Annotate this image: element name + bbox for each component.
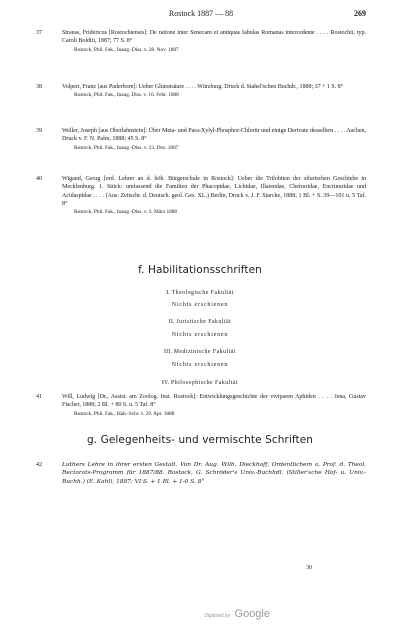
- digitization-watermark: [204, 604, 270, 622]
- entry-imprint: Rostock, Phil. Fak., Inaug.-Diss. v. 28. Nov. 1887: [74, 46, 179, 53]
- entry-text: Strauss, Fridericus [Rostochiensis]: De ratione inter Senecam et antiquas fabulas Romanas intercedente . . . . Rostochii, typ. Caroli Boldtii, 1887; 77 S. 8°: [62, 30, 366, 45]
- bibliography-entry: [36, 393, 366, 418]
- faculty-heading: [0, 290, 400, 296]
- faculty-numeral: III.: [164, 349, 173, 355]
- faculty-heading: [0, 319, 400, 325]
- entry-imprint: Rostock, Phil. Fak., Inaug. Diss. v. 10. Febr. 1888: [74, 92, 179, 99]
- page-number: 269: [354, 9, 366, 18]
- section-heading-habilitation: f. Habilitationsschriften: [138, 264, 262, 276]
- faculty-name: Medizinische Fakultät: [173, 349, 236, 355]
- faculty-heading: [0, 380, 400, 386]
- running-head-title: Rostock 1887 — 88: [168, 9, 234, 18]
- bibliography-entry: [36, 127, 366, 152]
- entry-text: Weller, Joseph [aus Oberlahnstein]: Über Meta- und Para-Xylyl-Phosphor-Chlorür und einige Derivate desselben . . . . Aachen, Druck v. F. N. Palm, 1888; 45 S. 8°: [62, 128, 366, 143]
- entry-imprint: Rostock, Phil. Fak., Inaug.-Diss. v. 23. Dez. 1887: [74, 144, 179, 151]
- entry-text: Volpert, Franz [aus Paderborn]: Ueber Glutonsäure . . . . Würzburg. Druck d. Stahel'schen Buchdr., 1888; 37 + 1 S. 8°: [62, 84, 344, 90]
- faculty-note: Nichts erschienen: [171, 302, 229, 308]
- watermark-prefix: Digitized by: [204, 613, 231, 619]
- entry-imprint: Rostock, Phil. Fak., Inaug.-Diss. v. 3. März 1888: [74, 209, 178, 216]
- bibliography-entry: [36, 29, 366, 54]
- entry-number: 42: [36, 462, 42, 468]
- section-heading-occasional-writings: g. Gelegenheits- und vermischte Schriften: [86, 434, 314, 446]
- entry-number: 37: [36, 30, 42, 36]
- printer-signature: 30: [306, 565, 312, 571]
- bibliography-entry: [36, 83, 366, 100]
- faculty-numeral: IV.: [161, 380, 170, 386]
- entry-number: 39: [36, 128, 42, 134]
- faculty-name: Theologische Fakultät: [171, 290, 234, 296]
- entry-text: Luthers Lehre in ihrer ersten Gestalt. Von Dr. Aug. Wilh. Dieckhoff, Ordentlichem o. Prof. d. Theol. Rectorats-Programm für 1887/88. Rostock, G. Schröder's Univ.-Buchhdl. (Stiller'sche Hof- u. Univ.-Buchh.) (E. Kahl), 1887; VI S. + 1 Bl. + 1-0 S. 8°: [62, 462, 366, 485]
- faculty-name: Philosophische Fakultät: [171, 380, 239, 386]
- bibliography-entry: [36, 175, 366, 216]
- google-logo: Google: [234, 608, 270, 620]
- entry-number: 40: [36, 176, 42, 182]
- running-head: [36, 9, 366, 18]
- entry-text: Will, Ludwig [Dr., Assist. am Zoolog. Inst. Rostock]: Entwicklungsgeschichte der viviparen Aphiden . . . . Jena, Gustav Fischer, 1888; 2 Bl. + 80 S. u. 5 Taf. 8°: [62, 394, 366, 409]
- entry-number: 38: [36, 84, 42, 90]
- entry-imprint: Rostock, Phil. Fak., Hab.-Schr. v. 29. Apr. 1888: [74, 410, 175, 417]
- bibliography-entry: [36, 461, 366, 486]
- faculty-heading: [0, 349, 400, 355]
- faculty-numeral: I.: [166, 290, 170, 296]
- faculty-note: Nichts erschienen: [171, 332, 229, 338]
- entry-text: Wigand, Georg [ord. Lehrer an d. höh. Bürgerschule in Rostock]: Ueber die Trilobiten der silurischen Geschiebe in Mecklenburg. 1. Stück: umfassend die Familien der Phacopidae, Lichidae, Illaenidae, Cheiruridae, Encrinuridae und Acidaspidae . . . . (Aus: Zeitschr. d. Deutsch. geol. Ges. XL.) Berlin, Druck v. J. F. Starcke, 1888; 1 Bl. + S. 39—101 u. 5 Taf. 8°: [62, 176, 366, 207]
- faculty-note: Nichts erschienen: [171, 362, 229, 368]
- entry-number: 41: [36, 394, 42, 400]
- faculty-numeral: II.: [168, 319, 175, 325]
- faculty-name: Juristische Fakultät: [176, 319, 232, 325]
